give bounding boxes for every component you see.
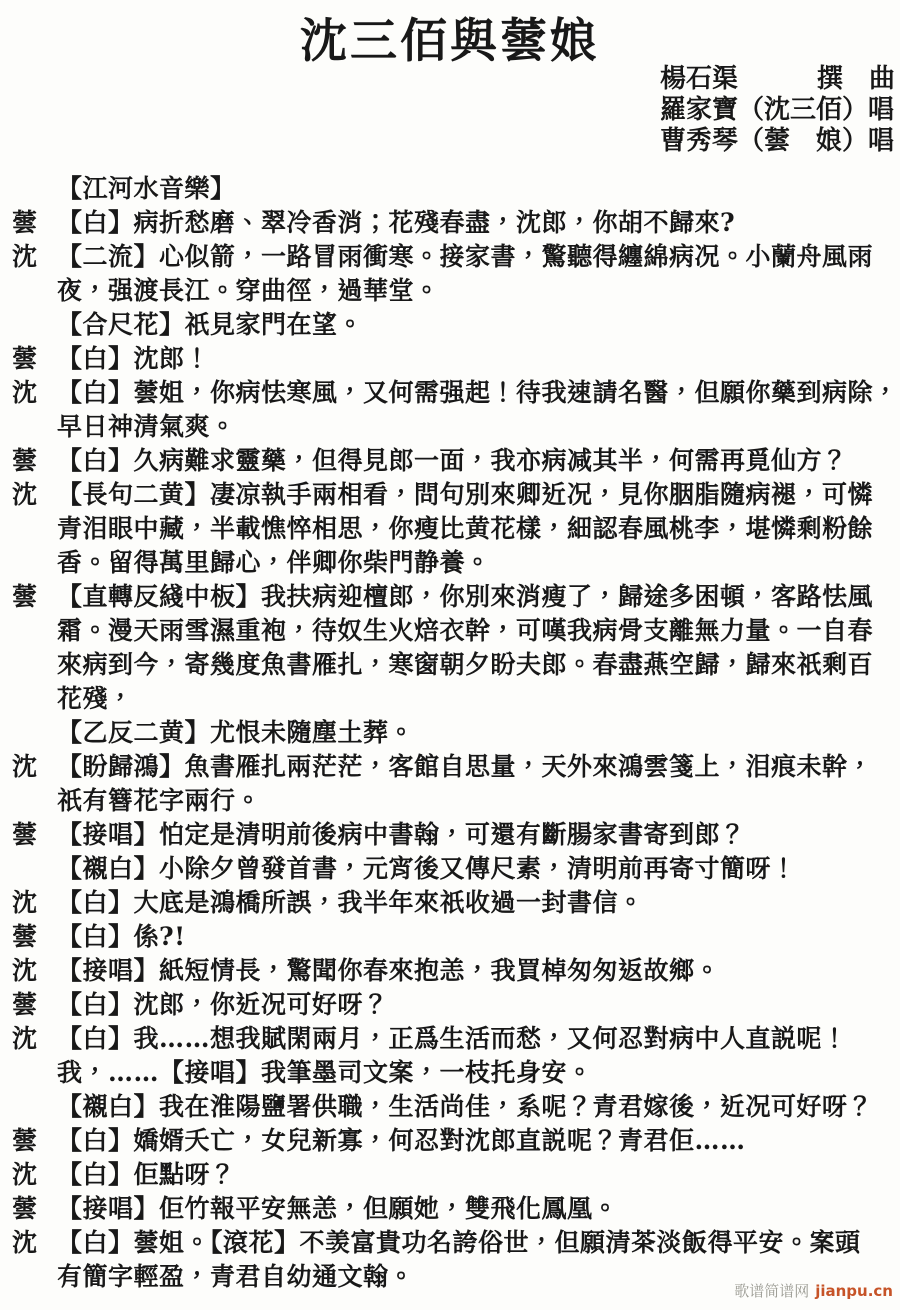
speaker-label: 沈 [12,1024,38,1053]
script-line [0,580,900,614]
script-line [0,648,900,682]
line-text: 【白】我……想我賦閑兩月，正爲生活而愁，又何忍對病中人直説呢！ [57,1024,848,1053]
script-line [0,512,900,546]
credit-line [660,126,895,157]
page-title: 沈三佰與蕓娘 [300,14,600,69]
line-text: 【白】蕓姐，你病怯寒風，又何需强起！待我速請名醫，但願你藥到病除， [57,378,899,407]
speaker-label: 沈 [12,1160,38,1189]
line-text: 【白】久病難求靈藥，但得見郎一面，我亦病减其半，何需再覓仙方？ [57,446,848,475]
script-line [0,818,900,852]
speaker-label: 沈 [12,242,38,271]
line-text: 霜。漫天雨雪濕重袍，待奴生火焙衣幹，可嘆我病骨支離無力量。一自春 [57,616,874,645]
credit-name: 楊石渠 [660,64,739,94]
script-line [0,1226,900,1260]
script-line [0,308,900,342]
script-line [0,1056,900,1090]
line-text: 【二流】心似箭，一路冒雨衝寒。接家書，驚聽得纏綿病况。小蘭舟風雨 [57,242,874,271]
credit-role: 撰 曲 [816,64,895,94]
script-line [0,920,900,954]
script-line [0,852,900,886]
line-text: 來病到今，寄幾度魚書雁扎，寒窗朝夕盼夫郎。春盡燕空歸，歸來祇剩百 [57,650,874,679]
line-text: 【接唱】佢竹報平安無恙，但願她，雙飛化鳳凰。 [57,1194,619,1223]
line-text: 我，……【接唱】我筆墨司文案，一枝托身安。 [57,1058,593,1087]
line-text: 【白】大底是鴻橋所誤，我半年來祇收過一封書信。 [57,888,644,917]
line-text: 【江河水音樂】 [57,174,236,203]
line-text: 【白】病折愁磨、翠冷香消；花殘春盡，沈郎，你胡不歸來? [57,208,736,237]
speaker-label: 沈 [12,956,38,985]
script-line [0,716,900,750]
speaker-label: 蕓 [12,990,38,1019]
credit-name: 曹秀琴（蕓 娘）唱 [660,126,895,156]
line-text: 青泪眼中藏，半載憔悴相思，你瘦比黄花樣，細認春風桃李，堪憐剩粉餘 [57,514,874,543]
script-line [0,954,900,988]
line-text: 【襯白】小除夕曾發首書，元宵後又傳尺素，清明前再寄寸簡呀！ [57,854,797,883]
line-text: 【合尺花】祇見家門在望。 [57,310,364,339]
script-line [0,172,900,206]
line-text: 【白】係?! [57,922,186,951]
speaker-label: 蕓 [12,1126,38,1155]
script-line [0,546,900,580]
script-line [0,1192,900,1226]
speaker-label: 沈 [12,752,38,781]
speaker-label: 沈 [12,1228,38,1257]
script-line [0,410,900,444]
script-line [0,1090,900,1124]
line-text: 有簡字輕盈，青君自幼通文翰。 [57,1262,415,1291]
speaker-label: 沈 [12,480,38,509]
watermark [734,1280,893,1301]
line-text: 【白】嬌婿夭亡，女兒新寡，何忍對沈郎直説呢？青君佢…… [57,1126,746,1155]
script-line [0,274,900,308]
line-text: 【直轉反綫中板】我扶病迎檀郎，你別來消瘦了，歸途多困頓，客路怯風 [57,582,874,611]
line-text: 【接唱】紙短情長，驚聞你春來抱恙，我買棹匆匆返故鄉。 [57,956,721,985]
credit-line [660,64,895,95]
script-line [0,444,900,478]
speaker-label: 蕓 [12,344,38,373]
credit-line [660,95,895,126]
script-line [0,240,900,274]
line-text: 【襯白】我在淮陽鹽署供職，生活尚佳，系呢？青君嫁後，近况可好呀？ [57,1092,874,1121]
speaker-label: 蕓 [12,582,38,611]
line-text: 【白】沈郎！ [57,344,211,373]
line-text: 【長句二黄】凄凉執手兩相看，問句別來卿近况，見你胭脂隨病褪，可憐 [57,480,874,509]
script-line [0,1158,900,1192]
speaker-label: 蕓 [12,1194,38,1223]
script-line [0,614,900,648]
line-text: 花殘， [57,684,134,713]
speaker-label: 蕓 [12,820,38,849]
speaker-label: 沈 [12,888,38,917]
script-line [0,886,900,920]
line-text: 早日神清氣爽。 [57,412,236,441]
script-line [0,784,900,818]
credits-block [660,64,895,157]
line-text: 【白】蕓姐。【滾花】不羡富貴功名誇俗世，但願清茶淡飯得平安。案頭 [57,1228,861,1257]
speaker-label: 蕓 [12,922,38,951]
line-text: 夜，强渡長江。穿曲徑，過華堂。 [57,276,440,305]
script-line [0,376,900,410]
script-line [0,478,900,512]
speaker-label: 蕓 [12,446,38,475]
script-line [0,342,900,376]
line-text: 香。留得萬里歸心，伴卿你柴門静養。 [57,548,491,577]
script-line [0,1124,900,1158]
line-text: 祇有簪花字兩行。 [57,786,262,815]
script-line [0,682,900,716]
speaker-label: 蕓 [12,208,38,237]
script-line [0,206,900,240]
line-text: 【白】佢點呀？ [57,1160,236,1189]
lyrics-body [0,172,900,1294]
credit-name: 羅家寶（沈三佰）唱 [660,95,895,125]
watermark-site-name: 歌谱简谱网 [734,1282,810,1300]
watermark-domain: jianpu.cn [815,1282,893,1300]
script-line [0,750,900,784]
line-text: 【盼歸鴻】魚書雁扎兩茫茫，客館自思量，天外來鴻雲箋上，泪痕未幹， [57,752,874,781]
line-text: 【乙反二黄】尤恨未隨塵土葬。 [57,718,415,747]
script-line [0,1022,900,1056]
script-line [0,988,900,1022]
line-text: 【接唱】怕定是清明前後病中書翰，可還有斷腸家書寄到郎？ [57,820,746,849]
speaker-label: 沈 [12,378,38,407]
line-text: 【白】沈郎，你近况可好呀？ [57,990,389,1019]
